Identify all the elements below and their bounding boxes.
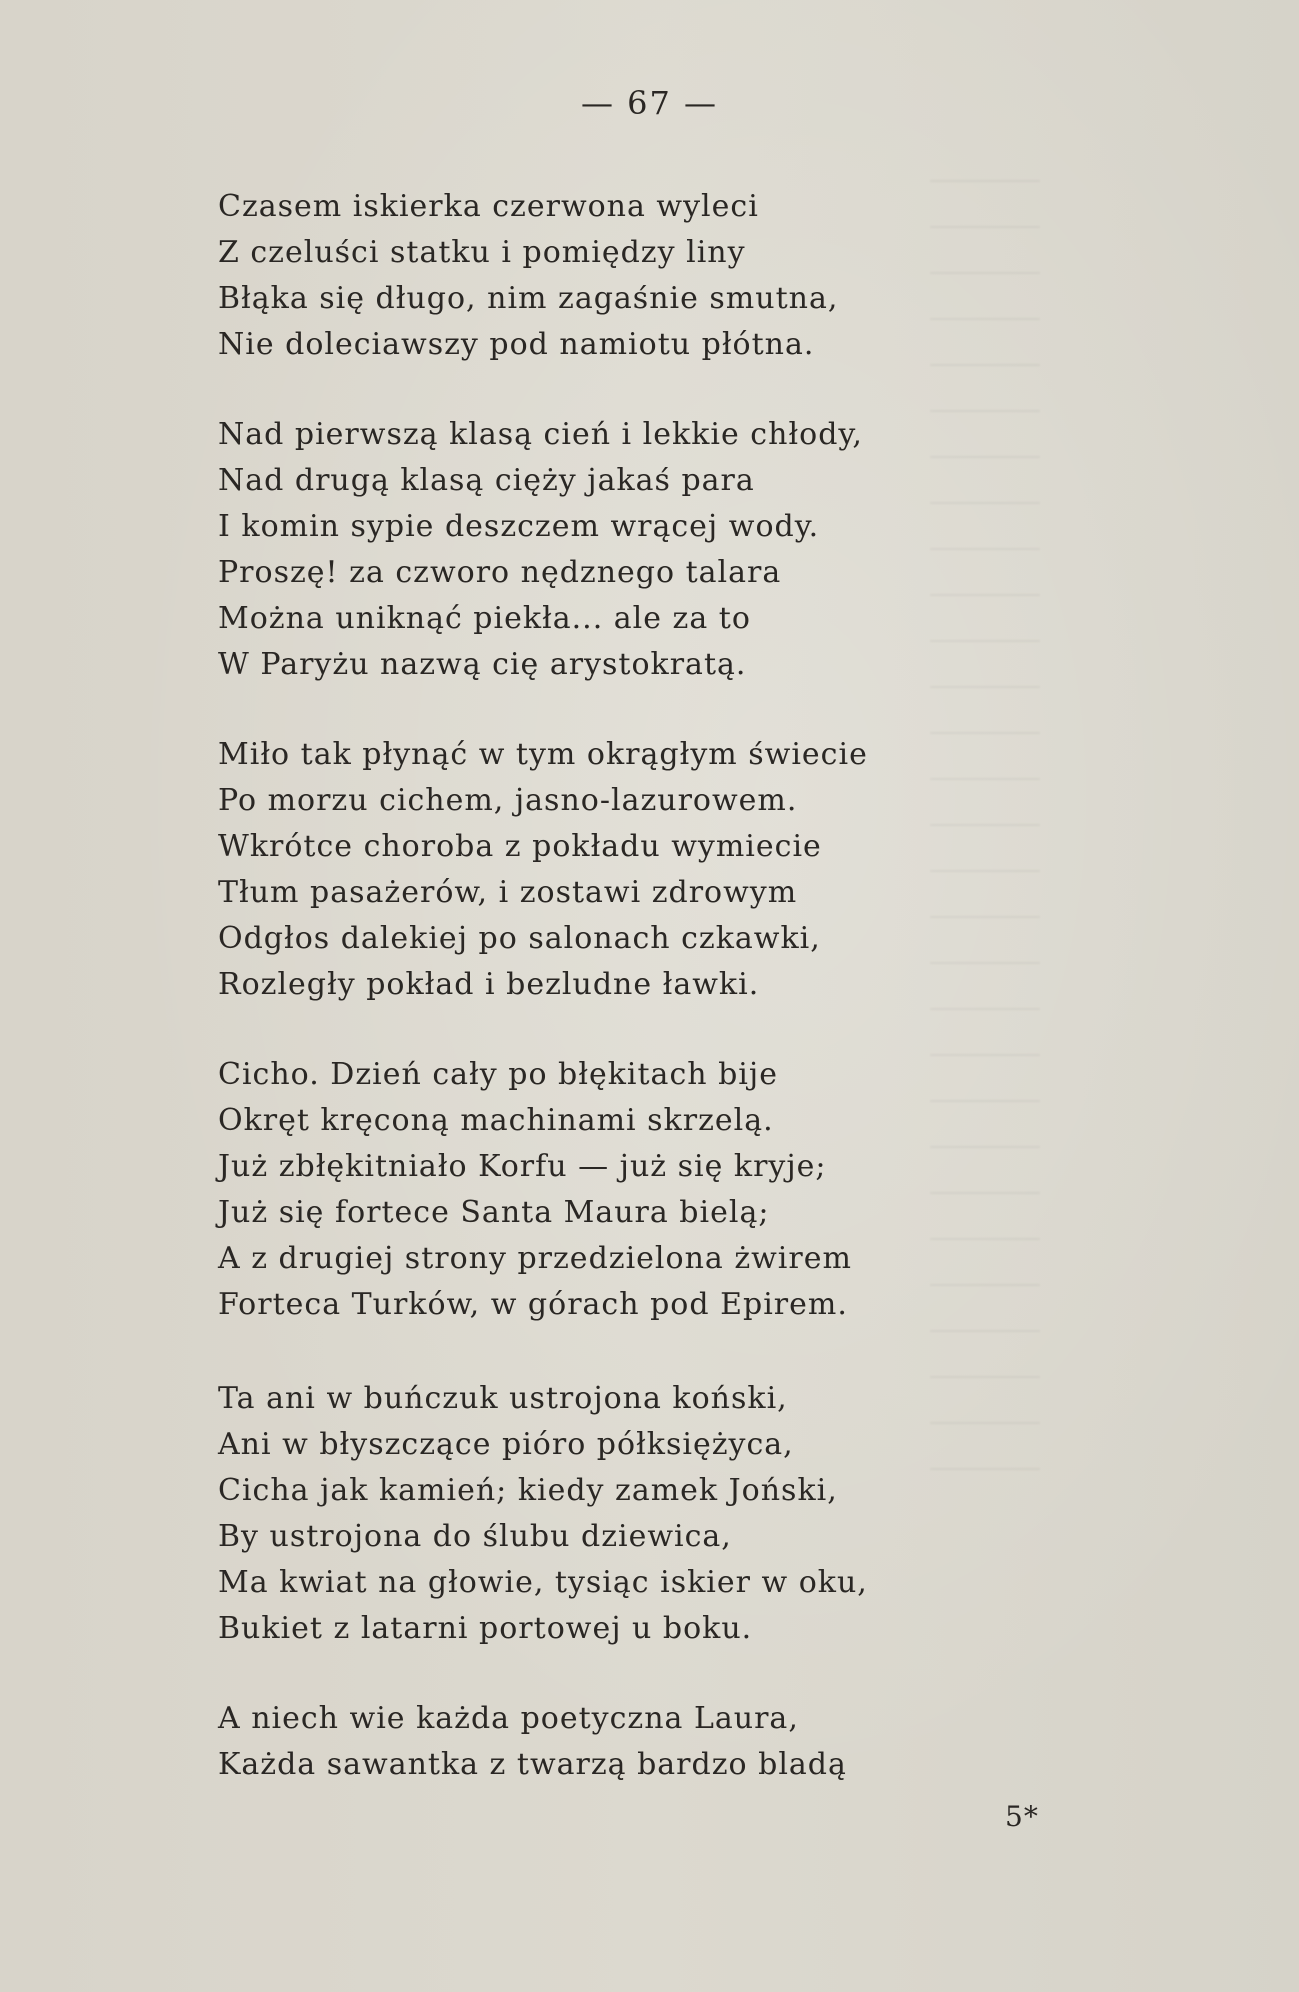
poem-line: Tłum pasażerów, i zostawi zdrowym [218,875,798,910]
poem-line: A z drugiej strony przedzielona żwirem [218,1241,852,1276]
poem-line: By ustrojona do ślubu dziewica, [218,1519,732,1554]
stanza-5 [218,1376,1018,1652]
stanza-6 [218,1696,1018,1788]
page-number-header: — 67 — [580,84,719,122]
poem-line: Po morzu cichem, jasno-lazurowem. [218,783,798,818]
poem-line: Każda sawantka z twarzą bardzo bladą [218,1747,847,1782]
poem-line: W Paryżu nazwą cię arystokratą. [218,647,747,682]
poem-line: Można uniknąć piekła... ale za to [218,601,751,636]
poem-line: Nie doleciawszy pod namiotu płótna. [218,327,815,362]
poem-line: Nad drugą klasą cięży jakaś para [218,463,755,498]
poem-line: Cicha jak kamień; kiedy zamek Joński, [218,1473,838,1508]
poem-line: Już się fortece Santa Maura bielą; [218,1195,770,1230]
poem-line: Rozległy pokład i bezludne ławki. [218,967,760,1002]
poem-line: Błąka się długo, nim zagaśnie smutna, [218,281,839,316]
poem-line: Ani w błyszczące pióro półksiężyca, [218,1427,794,1462]
poem-line: Już zbłękitniało Korfu — już się kryje; [218,1149,827,1184]
poem-line: Cicho. Dzień cały po błękitach bije [218,1057,778,1092]
stanza-1 [218,184,1018,368]
poem-line: I komin sypie deszczem wrącej wody. [218,509,820,544]
poem-line: Proszę! za czworo nędznego talara [218,555,782,590]
poem-line: Wkrótce choroba z pokładu wymiecie [218,829,822,864]
poem-line: Bukiet z latarni portowej u boku. [218,1611,753,1646]
poem-line: Nad pierwszą klasą cień i lekkie chłody, [218,417,863,452]
poem-line: Z czeluści statku i pomiędzy liny [218,235,746,270]
poem-line: Odgłos dalekiej po salonach czkawki, [218,921,821,956]
poem-line: Ma kwiat na głowie, tysiąc iskier w oku, [218,1565,868,1600]
stanza-3 [218,732,1018,1008]
poem-line: Okręt kręconą machinami skrzelą. [218,1103,774,1138]
printer-signature-mark: 5* [1005,1800,1039,1833]
stanza-4 [218,1052,1018,1328]
poem-line: A niech wie każda poetyczna Laura, [218,1701,799,1736]
poem-line: Czasem iskierka czerwona wyleci [218,189,759,224]
poem-line: Ta ani w buńczuk ustrojona koński, [218,1381,788,1416]
poem-line: Miło tak płynąć w tym okrągłym świecie [218,737,868,772]
stanza-2 [218,412,1018,688]
poem-line: Forteca Turków, w górach pod Epirem. [218,1287,848,1322]
